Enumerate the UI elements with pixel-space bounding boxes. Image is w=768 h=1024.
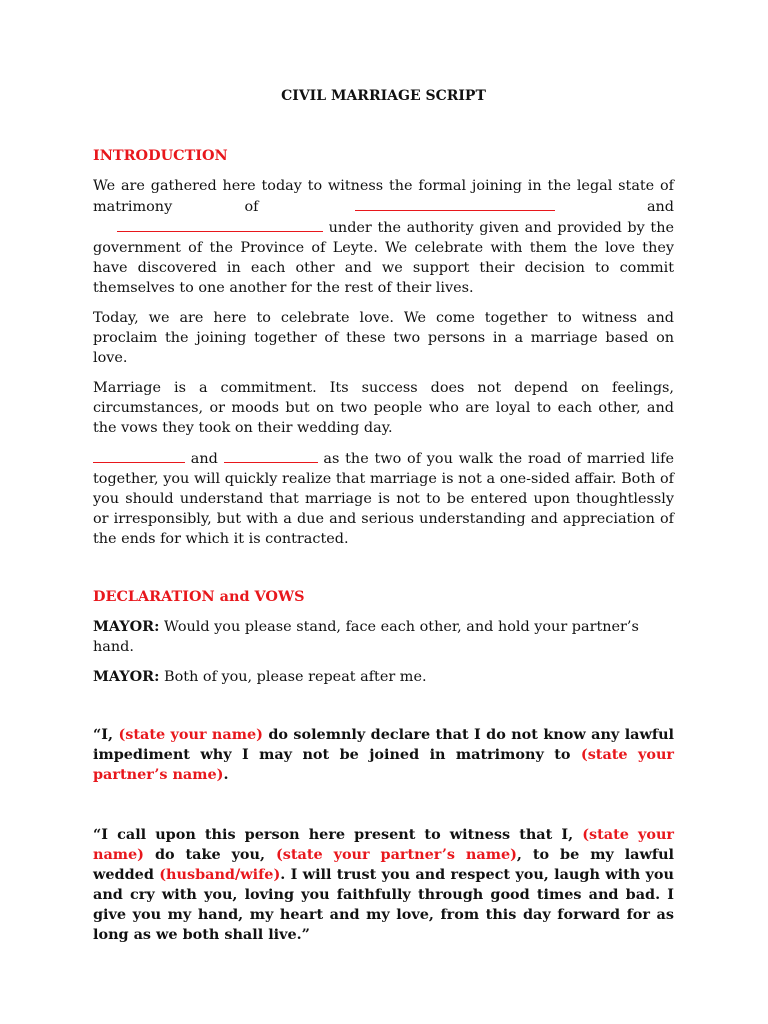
document-body — [93, 86, 674, 945]
mayor-line-1 — [93, 617, 674, 657]
document-title: CIVIL MARRIAGE SCRIPT — [281, 88, 486, 104]
intro-paragraph-2: Today, we are here to celebrate love. We come together to witness and proclaim the joining together of these two persons in a marriage based on love. — [93, 310, 674, 366]
intro-p1-text-a: We are gathered here today to witness the formal joining in the legal state of matrimony of — [93, 178, 674, 215]
vow-declaration — [93, 725, 674, 785]
mayor-label: MAYOR: — [93, 668, 160, 685]
intro-p1-text-b: under the authority given and provided by the government of the Province of Leyte. We celebrate with them the love they have discovered in each other and we support their decision to commit themselves to one another for the rest of their lives. — [93, 220, 674, 296]
intro-paragraph-1 — [93, 176, 674, 298]
mayor-label: MAYOR: — [93, 618, 160, 635]
intro-paragraph-3: Marriage is a commitment. Its success does not depend on feelings, circumstances, or moods but on two people who are loyal to each other, and the vows they took on their wedding day. — [93, 380, 674, 436]
vow-promise — [93, 825, 674, 945]
introduction-heading: INTRODUCTION — [93, 147, 228, 164]
vow1-end: . — [223, 766, 229, 783]
vow2-name-placeholder: (state your name) — [93, 826, 674, 863]
first-name-blank — [93, 448, 185, 463]
mayor-line-1-text: Would you please stand, face each other, and hold your partner’s hand. — [93, 619, 639, 655]
bride-name-blank — [117, 217, 323, 232]
vow1-partner-placeholder: (state your partner’s name) — [93, 746, 674, 783]
intro-p4-text: as the two of you walk the road of married life together, you will quickly realize that marriage is not a one-sided affair. Both of you should understand that marriage is not to be entered upon thoughtlessly or irresponsibly, but with a due and serious understanding and appreciation of the ends for which it is contracted. — [93, 451, 674, 547]
vow1-name-placeholder: (state your name) — [118, 726, 263, 743]
vow2-partner-placeholder: (state your partner’s name) — [275, 846, 517, 863]
groom-name-blank — [355, 196, 555, 211]
intro-paragraph-4 — [93, 448, 674, 549]
mayor-line-2-text: Both of you, please repeat after me. — [164, 669, 427, 685]
vow2-text-d: . I will trust you and respect you, laugh with you and cry with you, loving you faithfully through good times and bad. I give you my hand, my heart and my love, from this day forward for as long as we both shall live.” — [93, 866, 674, 943]
vow1-text: do solemnly declare that I do not know any lawful impediment why I may not be joined in matrimony to — [93, 726, 674, 763]
intro-p1-and: and — [646, 199, 674, 215]
vow1-open: “I, — [93, 726, 114, 743]
vow2-text-b: do take you, — [154, 846, 266, 863]
second-name-blank — [224, 448, 318, 463]
intro-p4-and: and — [190, 451, 218, 467]
vow2-text-c: , to be my lawful wedded — [93, 846, 675, 883]
mayor-line-2 — [93, 667, 674, 687]
vow2-text-a: “I call upon this person here present to witness that I, — [93, 826, 574, 843]
vow2-role-placeholder: (husband/wife) — [159, 866, 281, 883]
declaration-heading: DECLARATION and VOWS — [93, 588, 305, 605]
